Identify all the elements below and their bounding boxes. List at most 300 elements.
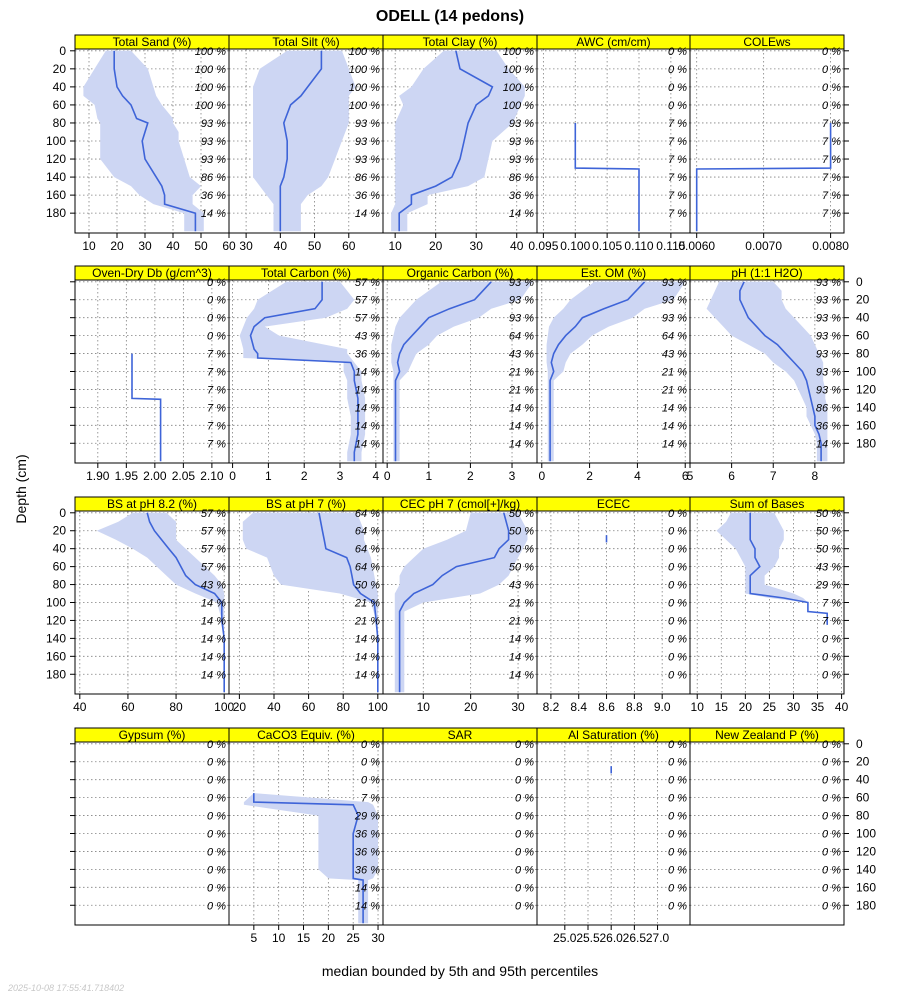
data-coverage-label: 0 % [207,738,226,751]
data-coverage-label: 7 % [822,208,841,221]
x-tick-label: 25 [762,700,777,714]
data-coverage-label: 100 % [348,45,380,58]
data-coverage-label: 0 % [822,81,841,94]
y-tick-label: 120 [856,382,877,397]
data-coverage-label: 0 % [668,99,687,112]
x-tick-label: 6 [728,469,735,483]
panel-gridlines [690,744,844,905]
x-tick-label: 0.110 [624,239,654,253]
x-tick-label: 0.0070 [745,239,783,253]
y-tick-label: 0 [59,505,66,520]
data-coverage-label: 93 % [815,294,841,307]
x-tick-label: 40 [73,700,87,714]
panel-6 [229,266,383,483]
data-coverage-label: 100 % [502,81,534,94]
data-coverage-label: 0 % [207,864,226,877]
data-coverage-label: 57 % [354,294,380,307]
data-coverage-label: 0 % [515,846,534,859]
panel-17 [383,728,537,925]
panel-gridlines [75,280,229,463]
y-tick-label: 0 [856,274,863,289]
x-tick-label: 80 [169,700,183,714]
data-coverage-label: 7 % [361,792,380,805]
x-tick-label: 9.0 [653,700,671,714]
data-coverage-label: 7 % [822,190,841,203]
y-tick-label: 20 [856,292,870,307]
data-coverage-label: 93 % [815,312,841,325]
data-coverage-label: 7 % [822,597,841,610]
data-coverage-label: 14 % [354,208,380,221]
y-axis-label: Depth (cm) [13,454,29,524]
panel-1 [229,35,383,253]
panel-strip-label: CEC pH 7 (cmol[+]/kg) [399,497,521,511]
data-coverage-label: 0 % [668,81,687,94]
data-coverage-label: 7 % [668,154,687,167]
data-coverage-label: 21 % [508,366,534,379]
data-coverage-label: 93 % [200,154,226,167]
data-coverage-label: 0 % [822,792,841,805]
data-coverage-label: 7 % [822,154,841,167]
chart-title: ODELL (14 pedons) [375,8,525,25]
data-coverage-label: 14 % [200,651,226,664]
x-tick-label: 27.0 [645,931,670,945]
panel-9 [687,266,844,483]
x-tick-label: 6 [681,469,689,483]
panel-gridlines [690,49,844,233]
y-tick-label: 140 [856,862,877,877]
panel-0 [75,35,236,253]
x-tick-label: 30 [138,239,152,253]
x-tick-label: 3 [508,469,516,483]
x-tick-label: 25.5 [576,931,600,945]
y-tick-label: 20 [856,754,870,769]
data-coverage-label: 0 % [207,828,226,841]
data-coverage-label: 50 % [815,525,841,538]
data-coverage-label: 14 % [815,438,841,451]
y-tick-label: 80 [52,115,66,130]
data-coverage-label: 0 % [668,561,687,574]
data-coverage-label: 57 % [354,276,380,289]
data-coverage-label: 0 % [207,312,226,325]
x-tick-label: 40 [267,700,281,714]
data-coverage-label: 7 % [668,172,687,185]
data-coverage-label: 93 % [354,154,380,167]
x-tick-label: 15 [296,931,311,945]
data-coverage-label: 14 % [200,597,226,610]
data-coverage-label: 21 % [661,384,687,397]
x-tick-label: 2 [300,469,308,483]
x-tick-label: 8.2 [542,700,560,714]
data-coverage-label: 7 % [822,136,841,148]
data-coverage-label: 93 % [508,312,534,325]
data-coverage-label: 57 % [200,561,226,574]
data-coverage-label: 7 % [207,420,226,433]
panel-strip-label: pH (1:1 H2O) [731,266,803,280]
x-tick-label: 30 [511,700,525,714]
data-coverage-label: 14 % [354,366,380,379]
panel-strip-label: Total Carbon (%) [260,266,352,280]
data-coverage-label: 0 % [668,882,687,895]
panel-16 [229,728,385,945]
data-coverage-label: 93 % [508,276,534,289]
data-coverage-label: 29 % [354,810,380,823]
data-coverage-label: 0 % [822,846,841,859]
data-coverage-label: 86 % [508,172,534,185]
x-tick-label: 8.6 [598,700,615,714]
panel-strip-label: New Zealand P (%) [715,728,819,742]
x-tick-label: 40 [510,239,524,253]
data-coverage-label: 0 % [207,294,226,307]
data-coverage-label: 93 % [508,154,534,167]
y-tick-label: 40 [856,772,870,787]
data-coverage-label: 14 % [354,438,380,451]
data-coverage-label: 0 % [207,774,226,787]
y-tick-label: 140 [856,400,877,415]
data-coverage-label: 50 % [354,579,380,592]
x-tick-label: 20 [110,239,124,253]
y-tick-label: 40 [52,79,66,94]
data-coverage-label: 21 % [508,384,534,397]
data-coverage-label: 0 % [515,792,534,805]
data-coverage-label: 93 % [200,136,226,148]
panel-strip-label: CaCO3 Equiv. (%) [257,728,355,742]
x-tick-label: 8 [811,469,819,483]
data-coverage-label: 14 % [200,615,226,628]
data-coverage-label: 86 % [200,172,226,185]
data-coverage-label: 0 % [822,63,841,76]
data-coverage-label: 50 % [508,525,534,538]
data-coverage-label: 64 % [354,561,380,574]
data-coverage-label: 0 % [668,774,687,787]
data-coverage-label: 64 % [354,525,380,538]
y-tick-label: 140 [45,631,66,646]
data-coverage-label: 0 % [207,756,226,769]
panel-strip-label: COLEws [743,35,791,49]
data-coverage-label: 93 % [200,117,226,130]
data-coverage-label: 57 % [354,312,380,325]
data-coverage-label: 14 % [508,633,534,646]
panel-strip-label: Organic Carbon (%) [406,266,514,280]
panel-13 [537,497,690,714]
x-tick-label: 1 [265,469,272,483]
x-tick-label: 20 [321,931,336,945]
x-tick-label: 50 [194,239,208,253]
data-coverage-label: 0 % [668,507,687,520]
data-coverage-label: 0 % [668,828,687,841]
panel-strip-label: Oven-Dry Db (g/cm^3) [92,266,212,280]
percentile-band [83,51,203,231]
data-coverage-label: 0 % [515,774,534,787]
x-tick-label: 8.4 [570,700,588,714]
y-tick-label: 160 [856,880,877,895]
x-tick-label: 0.115 [656,239,686,253]
data-coverage-label: 0 % [668,63,687,76]
x-tick-label: 26.0 [599,931,623,945]
y-tick-label: 120 [45,152,66,167]
x-tick-label: 8.8 [626,700,643,714]
data-coverage-label: 7 % [207,384,226,397]
data-coverage-label: 0 % [668,597,687,610]
data-coverage-label: 50 % [508,561,534,574]
x-tick-label: 2 [586,469,593,483]
data-coverage-label: 64 % [508,330,534,343]
data-coverage-label: 21 % [508,597,534,610]
data-coverage-label: 0 % [822,810,841,823]
depth-axis-right [70,737,876,912]
data-coverage-label: 36 % [354,846,380,859]
data-coverage-label: 0 % [668,615,687,628]
panel-11 [229,497,388,714]
data-coverage-label: 36 % [200,190,226,203]
data-coverage-label: 43 % [508,348,534,361]
x-tick-label: 0.0060 [678,239,716,253]
data-coverage-label: 100 % [194,45,226,58]
data-coverage-label: 93 % [815,330,841,343]
data-coverage-label: 93 % [661,294,687,307]
data-coverage-label: 0 % [515,882,534,895]
data-coverage-label: 100 % [348,81,380,94]
data-coverage-label: 93 % [661,312,687,325]
panel-strip-label: Total Silt (%) [272,35,340,49]
data-coverage-label: 21 % [354,597,380,610]
x-tick-label: 40 [273,239,288,253]
x-tick-label: 35 [810,700,825,714]
data-coverage-label: 36 % [354,190,380,203]
data-coverage-label: 0 % [668,579,687,592]
x-tick-label: 2.00 [143,469,167,483]
data-coverage-label: 43 % [508,579,534,592]
data-coverage-label: 0 % [822,882,841,895]
data-coverage-label: 7 % [668,136,687,148]
data-coverage-label: 0 % [822,900,841,913]
data-coverage-label: 0 % [207,846,226,859]
data-coverage-label: 0 % [207,330,226,343]
panel-18 [537,728,690,945]
x-tick-label: 2.10 [200,469,224,483]
data-coverage-label: 14 % [354,900,380,913]
data-coverage-label: 64 % [661,330,687,343]
x-tick-label: 10 [388,239,402,253]
data-coverage-label: 0 % [668,846,687,859]
x-tick-label: 30 [239,239,253,253]
y-tick-label: 100 [856,364,877,379]
data-coverage-label: 43 % [661,348,687,361]
data-coverage-label: 14 % [661,420,687,433]
data-coverage-label: 0 % [207,810,226,823]
panel-strip-label: BS at pH 8.2 (%) [106,497,198,511]
x-tick-label: 1.95 [114,469,139,483]
data-coverage-label: 0 % [207,276,226,289]
x-tick-label: 3 [336,469,344,483]
data-coverage-label: 14 % [508,208,534,221]
data-coverage-label: 0 % [822,864,841,877]
data-coverage-label: 7 % [207,402,226,415]
data-coverage-label: 0 % [668,543,687,556]
x-axis-label: median bounded by 5th and 95th percentiles [321,963,599,979]
data-coverage-label: 29 % [815,579,841,592]
data-coverage-label: 36 % [508,190,534,203]
data-coverage-label: 43 % [815,561,841,574]
x-tick-label: 30 [371,931,385,945]
data-coverage-label: 93 % [508,136,534,148]
data-coverage-label: 0 % [822,774,841,787]
panel-strip-label: ECEC [596,497,631,511]
data-coverage-label: 0 % [515,900,534,913]
data-coverage-label: 14 % [354,420,380,433]
data-coverage-label: 50 % [815,543,841,556]
x-tick-label: 5 [250,931,258,945]
data-coverage-label: 36 % [815,420,841,433]
data-coverage-label: 0 % [668,738,687,751]
x-tick-label: 50 [307,239,322,253]
data-coverage-label: 57 % [200,507,226,520]
x-tick-label: 40 [834,700,849,714]
data-coverage-label: 0 % [822,633,841,646]
timestamp-label: 2025-10-08 17:55:41.718402 [8,983,125,993]
data-coverage-label: 93 % [815,276,841,289]
data-coverage-label: 93 % [508,117,534,130]
x-tick-label: 20 [738,700,753,714]
panel-7 [383,266,537,483]
y-tick-label: 20 [52,61,66,76]
data-coverage-label: 14 % [661,402,687,415]
panel-strip-label: Total Clay (%) [422,35,498,49]
panel-strip-label: Sum of Bases [729,497,805,511]
y-tick-label: 0 [59,43,66,58]
data-coverage-label: 7 % [822,117,841,130]
x-tick-label: 5 [686,469,694,483]
x-tick-label: 0 [383,469,391,483]
y-tick-label: 80 [856,808,870,823]
y-tick-label: 60 [856,790,870,805]
data-coverage-label: 57 % [200,543,226,556]
panel-8 [537,266,690,483]
data-coverage-label: 7 % [668,190,687,203]
data-coverage-label: 0 % [668,669,687,682]
y-tick-label: 160 [45,649,66,664]
x-tick-label: 60 [121,700,135,714]
y-tick-label: 60 [52,97,66,112]
y-tick-label: 20 [52,523,66,538]
x-tick-label: 10 [690,700,704,714]
data-coverage-label: 14 % [354,651,380,664]
data-coverage-label: 0 % [361,756,380,769]
y-tick-label: 120 [45,613,66,628]
data-coverage-label: 100 % [194,81,226,94]
data-coverage-label: 0 % [515,864,534,877]
data-coverage-label: 93 % [508,294,534,307]
data-coverage-label: 0 % [515,756,534,769]
data-coverage-label: 0 % [822,738,841,751]
percentile-band [717,513,828,625]
x-tick-label: 0 [229,469,236,483]
data-coverage-label: 0 % [207,900,226,913]
data-coverage-label: 14 % [200,669,226,682]
panel-2 [383,35,537,253]
panel-14 [690,497,849,714]
data-coverage-label: 0 % [668,810,687,823]
data-coverage-label: 0 % [668,756,687,769]
data-coverage-label: 0 % [668,525,687,538]
data-coverage-label: 0 % [207,882,226,895]
data-coverage-label: 100 % [194,63,226,76]
data-coverage-label: 0 % [822,45,841,58]
y-tick-label: 0 [856,736,863,751]
panel-3 [528,35,690,253]
percentile-band [253,51,356,231]
x-tick-label: 100 [214,700,235,714]
y-tick-label: 180 [45,206,66,221]
panel-10 [73,497,234,714]
x-tick-label: 20 [429,239,443,253]
data-coverage-label: 0 % [822,756,841,769]
data-coverage-label: 93 % [815,384,841,397]
data-coverage-label: 36 % [354,864,380,877]
panel-strip-label: BS at pH 7 (%) [265,497,347,511]
data-coverage-label: 0 % [822,669,841,682]
data-coverage-label: 14 % [661,438,687,451]
y-tick-label: 80 [52,577,66,592]
data-coverage-label: 36 % [354,348,380,361]
data-coverage-label: 14 % [354,882,380,895]
data-coverage-label: 7 % [822,615,841,628]
data-coverage-label: 43 % [200,579,226,592]
x-tick-label: 60 [342,239,356,253]
x-tick-label: 26.5 [622,931,647,945]
data-coverage-label: 0 % [668,651,687,664]
data-coverage-label: 43 % [354,330,380,343]
y-tick-label: 100 [45,134,66,148]
x-tick-label: 0.0080 [812,239,849,253]
x-tick-label: 4 [372,469,380,483]
data-coverage-label: 14 % [508,651,534,664]
data-coverage-label: 0 % [668,900,687,913]
x-tick-label: 0 [538,469,546,483]
data-coverage-label: 36 % [354,828,380,841]
data-coverage-label: 86 % [354,172,380,185]
data-coverage-label: 100 % [502,63,534,76]
y-tick-label: 60 [52,559,66,574]
panel-gridlines [383,744,537,905]
x-tick-label: 2.05 [171,469,196,483]
y-tick-label: 160 [856,418,877,433]
y-tick-label: 100 [856,826,877,841]
y-tick-label: 80 [856,346,870,361]
data-coverage-label: 0 % [822,828,841,841]
data-coverage-label: 93 % [661,276,687,289]
data-coverage-label: 7 % [207,438,226,451]
data-coverage-label: 14 % [354,633,380,646]
x-tick-label: 25 [346,931,360,945]
x-tick-label: 20 [232,700,247,714]
y-tick-label: 60 [856,328,870,343]
data-coverage-label: 7 % [668,208,687,221]
data-coverage-label: 14 % [354,402,380,415]
data-coverage-label: 93 % [354,117,380,130]
data-coverage-label: 0 % [822,651,841,664]
x-tick-label: 80 [336,700,350,714]
data-coverage-label: 0 % [668,633,687,646]
y-tick-label: 120 [856,844,877,859]
data-coverage-label: 100 % [502,45,534,58]
data-coverage-label: 14 % [508,438,534,451]
panel-19 [690,728,844,925]
y-tick-label: 160 [45,188,66,203]
data-coverage-label: 93 % [354,136,380,148]
x-tick-label: 0.095 [528,239,559,253]
x-tick-label: 10 [82,239,96,253]
data-coverage-label: 100 % [348,99,380,112]
